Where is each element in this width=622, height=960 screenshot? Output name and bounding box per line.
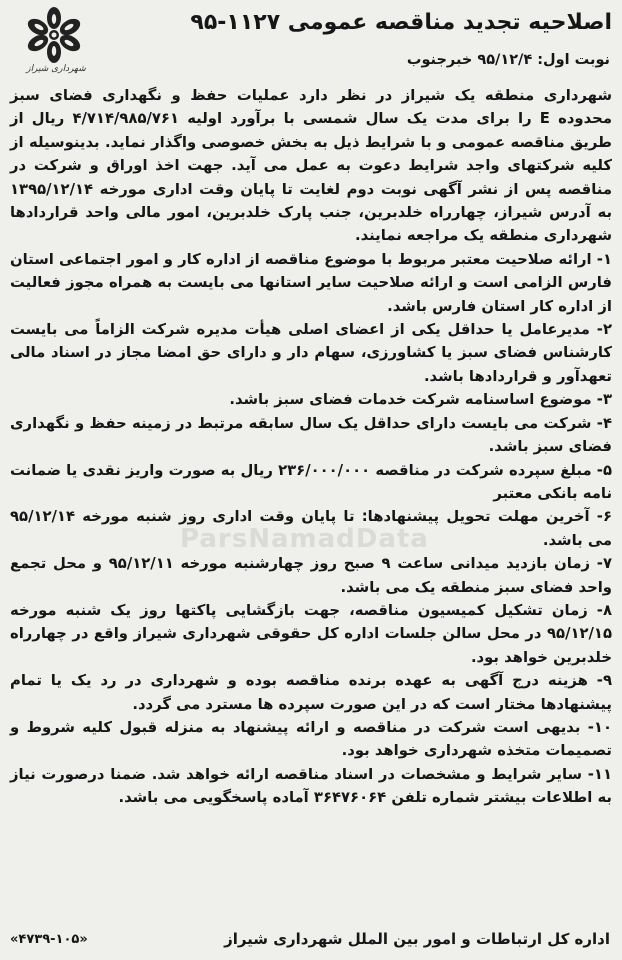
notice-body bbox=[10, 84, 612, 810]
condition-item: ۷- زمان بازدید میدانی ساعت ۹ صبح روز چهارشنبه مورخه ۹۵/۱۲/۱۱ و محل تجمع واحد فضای سبز منطقه یک می باشد. bbox=[10, 555, 612, 596]
notice-header bbox=[10, 6, 612, 86]
issuing-office: اداره کل ارتباطات و امور بین الملل شهرداری شیراز bbox=[224, 930, 610, 948]
condition-item: ۴- شرکت می بایست دارای حداقل یک سال سابقه مرتبط در زمینه حفظ و نگهداری فضای سبز باشد. bbox=[10, 414, 612, 456]
condition-item: ۵- مبلغ سپرده شرکت در مناقصه ۲۳۶/۰۰۰/۰۰۰ ریال به صورت واریز نقدی یا ضمانت نامه بانکی معتبر bbox=[10, 461, 612, 502]
notice-footer bbox=[10, 930, 610, 948]
intro-paragraph: شهرداری منطقه یک شیراز در نظر دارد عملیات حفظ و نگهداری فضای سبز محدوده E را برای مدت یک سال شمسی با برآورد اولیه ۴/۷۱۴/۹۸۵/۷۶۱ ریال از طریق مناقصه عمومی و با شرایط ذیل به بخش خصوصی واگذار نماید. بدینوسیله از کلیه شرکتهای واجد شرایط دعوت به عمل می آید. جهت اخذ اوراق و شرکت در مناقصه پس از نشر آگهی نوبت دوم لغایت تا پایان وقت اداری مورخه ۱۳۹۵/۱۲/۱۴ به آدرس شیراز، چهارراه خلدبرین، جنب پارک خلدبرین، امور مالی واحد قراردادها شهرداری منطقه یک مراجعه نمایند. bbox=[10, 87, 612, 245]
logo-text: شهرداری شیراز bbox=[26, 64, 86, 74]
condition-item: ۸- زمان تشکیل کمیسیون مناقصه، جهت بازگشایی پاکتها روز یک شنبه مورخه ۹۵/۱۲/۱۵ در محل سالن جلسات اداره کل حقوقی شهرداری شیراز واقع در چهارراه خلدبرین خواهد بود. bbox=[10, 601, 612, 666]
condition-item: ۶- آخرین مهلت تحویل پیشنهادها: تا پایان وقت اداری روز شنبه مورخه ۹۵/۱۲/۱۴ می باشد. bbox=[10, 508, 612, 549]
condition-item: ۹- هزینه درج آگهی به عهده برنده مناقصه بوده و شهرداری در رد یک یا تمام پیشنهادها مختار است که در این صورت سپرده ها مسترد می گردد. bbox=[10, 672, 612, 713]
condition-item: ۳- موضوع اساسنامه شرکت خدمات فضای سبز باشد. bbox=[229, 391, 612, 409]
logo bbox=[10, 6, 98, 86]
publication-info: نوبت اول: ۹۵/۱۲/۴ خبرجنوب bbox=[406, 52, 610, 68]
notice-code: «۴۷۳۹-۱۰۵» bbox=[10, 931, 88, 947]
notice-title: اصلاحیه تجدید مناقصه عمومی ۱۱۲۷-۹۵ bbox=[190, 10, 612, 35]
condition-item: ۱۰- بدیهی است شرکت در مناقصه و ارائه پیشنهاد به منزله قبول کلیه شروط و تصمیمات متخذه شهرداری خواهد بود. bbox=[10, 718, 612, 760]
condition-item: ۱۱- سایر شرایط و مشخصات در اسناد مناقصه ارائه خواهد شد. ضمنا درصورت نیاز به اطلاعات بیشتر شماره تلفن ۳۶۴۷۶۰۶۴ آماده پاسخگویی می باشد. bbox=[10, 765, 612, 807]
flower-logo-icon bbox=[14, 6, 94, 64]
condition-item: ۲- مدیرعامل یا حداقل یکی از اعضای اصلی هیأت مدیره شرکت الزاماً می بایست کارشناس فضای سبز یا کشاورزی، سهام دار و دارای حق امضا مجاز در اسناد مالی تعهدآور و قراردادها باشد. bbox=[10, 321, 612, 385]
watermark: ParsNamadData bbox=[180, 524, 429, 554]
condition-item: ۱- ارائه صلاحیت معتبر مربوط با موضوع مناقصه از اداره کار و امور اجتماعی استان فارس الزامی است و ارائه صلاحیت سایر استانها می بایست به همراه مجوز فعالیت از اداره کار استان فارس باشد. bbox=[10, 250, 612, 315]
